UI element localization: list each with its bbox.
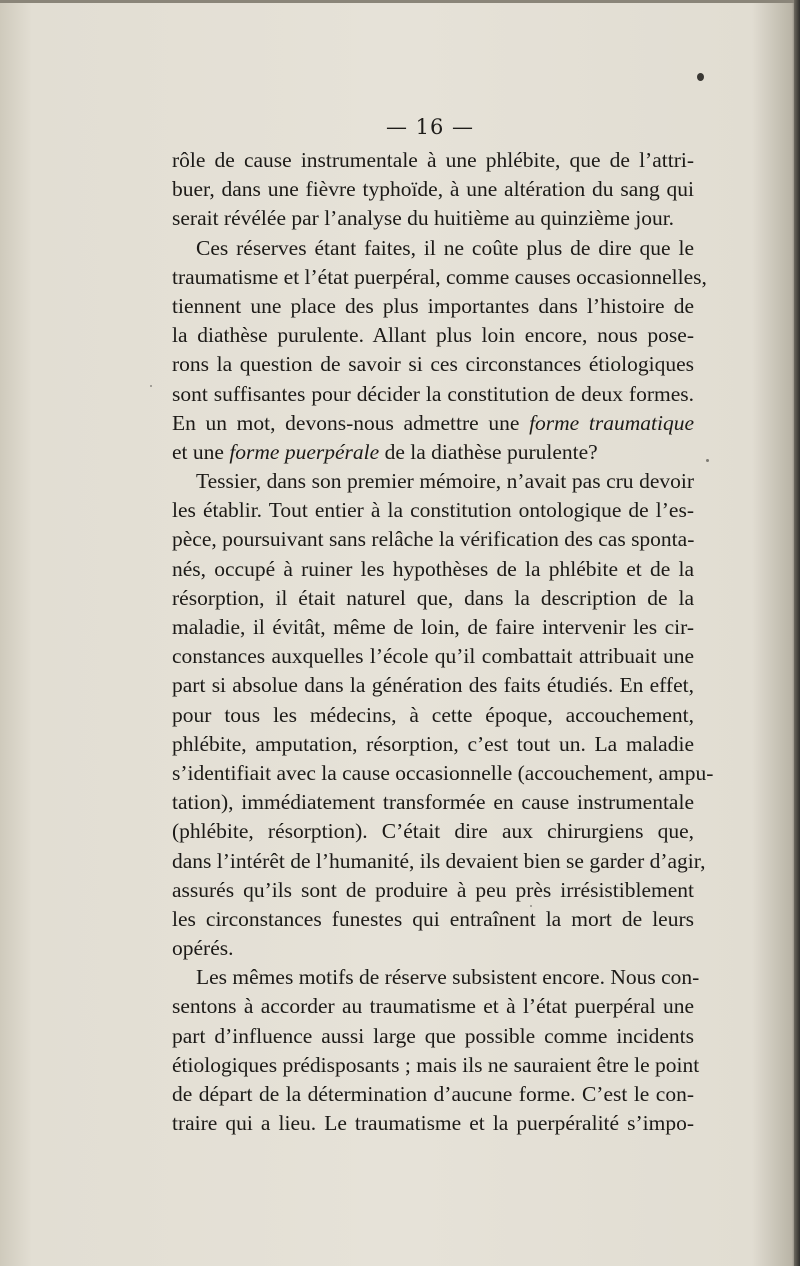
text-run: nés, occupé à ruiner les hypothèses de la phlébite et de la [172, 556, 694, 581]
page-binding-edge [794, 0, 800, 1266]
text-run: phlébite, amputation, résorption, c’est tout un. La maladie [172, 731, 694, 756]
text-run: part si absolue dans la génération des faits étudiés. En effet, [172, 673, 694, 698]
text-run: étiologiques prédisposants ; mais ils ne sauraient être le point [172, 1052, 700, 1077]
text-line [172, 234, 694, 263]
text-run: résorption, il était naturel que, dans la description de la [172, 585, 694, 610]
text-line [172, 496, 694, 525]
text-line [172, 146, 694, 175]
text-line [172, 905, 694, 934]
text-line [172, 175, 694, 204]
text-run: part d’influence aussi large que possible comme incidents [172, 1023, 694, 1048]
text-line [172, 1051, 700, 1080]
text-run: rôle de cause instrumentale à une phlébite, que de l’attri- [172, 148, 694, 172]
text-line [172, 876, 694, 905]
text-line [172, 934, 694, 963]
text-line [172, 409, 694, 438]
text-line [172, 701, 694, 730]
italic-phrase: forme puerpérale [229, 439, 380, 464]
text-line [172, 321, 694, 350]
text-line [172, 613, 694, 642]
text-run: assurés qu’ils sont de produire à peu près irrésistiblement [172, 877, 694, 902]
text-run: tation), immédiatement transformée en cause instrumentale [172, 790, 694, 815]
ink-speck [706, 459, 709, 462]
text-line [172, 730, 694, 759]
text-run: pour tous les médecins, à cette époque, accouchement, [172, 702, 694, 727]
text-run: tiennent une place des plus importantes dans l’histoire de [172, 293, 694, 318]
text-line [172, 525, 694, 554]
text-run: et une [172, 439, 230, 464]
text-run: En un mot, devons-nous admettre une [172, 410, 530, 435]
text-run: de départ de la détermination d’aucune forme. C’est le con- [172, 1082, 694, 1106]
text-run: constances auxquelles l’école qu’il combattait attribuait une [172, 644, 694, 669]
text-run: traumatisme et l’état puerpéral, comme causes occasionnelles, [172, 264, 707, 289]
text-run: pèce, poursuivant sans relâche la vérification des cas sponta- [172, 527, 695, 552]
ink-speck [150, 385, 152, 387]
text-line [172, 380, 694, 409]
text-run: dans l’intérêt de l’humanité, ils devaient bien se garder d’agir, [172, 848, 706, 873]
text-run: rons la question de savoir si ces circonstances étiologiques [172, 352, 694, 377]
text-line [172, 350, 694, 379]
text-run: de la diathèse purulente? [379, 439, 598, 464]
ink-speck [697, 73, 704, 81]
text-run: Les mêmes motifs de réserve subsistent encore. Nous con- [196, 965, 700, 990]
text-line [172, 817, 694, 846]
text-run: les circonstances funestes qui entraînent la mort de leurs [172, 906, 694, 931]
text-run: s’identifiait avec la cause occasionnelle (accouchement, ampu- [172, 760, 714, 785]
text-run: (phlébite, résorption). C’était dire aux chirurgiens que, [172, 819, 694, 844]
text-line [172, 642, 694, 671]
text-run: Ces réserves étant faites, il ne coûte plus de dire que le [196, 235, 694, 260]
text-line [172, 263, 707, 292]
text-line [172, 992, 694, 1021]
text-run: opérés. [172, 936, 234, 961]
text-run: Tessier, dans son premier mémoire, n’avait pas cru devoir [196, 469, 694, 494]
text-line [172, 204, 694, 233]
text-line [172, 584, 694, 613]
text-run: sentons à accorder au traumatisme et à l’état puerpéral une [172, 994, 694, 1019]
page-number: — 16 — [385, 115, 475, 139]
page-top-edge [0, 0, 800, 3]
text-run: la diathèse purulente. Allant plus loin encore, nous pose- [172, 323, 694, 348]
text-line [172, 1080, 694, 1109]
text-run: buer, dans une fièvre typhoïde, à une altération du sang qui [172, 177, 694, 202]
text-run: serait révélée par l’analyse du huitième au quinzième jour. [172, 206, 675, 231]
text-line [172, 788, 694, 817]
text-run: les établir. Tout entier à la constitution ontologique de l’es- [172, 498, 694, 523]
text-line [172, 963, 700, 992]
text-line [172, 1109, 694, 1138]
text-line [172, 759, 714, 788]
text-line [172, 1022, 694, 1051]
text-line [172, 438, 694, 467]
italic-phrase: forme traumatique [529, 410, 694, 435]
text-line [172, 467, 694, 496]
text-line [172, 555, 694, 584]
text-run: sont suffisantes pour décider la constitution de deux formes. [172, 381, 694, 406]
text-line [172, 671, 694, 700]
text-run: maladie, il évitât, même de loin, de faire intervenir les cir- [172, 615, 694, 639]
text-line [172, 847, 706, 876]
text-run: traire qui a lieu. Le traumatisme et la puerpéralité s’impo- [172, 1111, 694, 1136]
body-text [172, 146, 714, 1138]
text-line [172, 292, 694, 321]
